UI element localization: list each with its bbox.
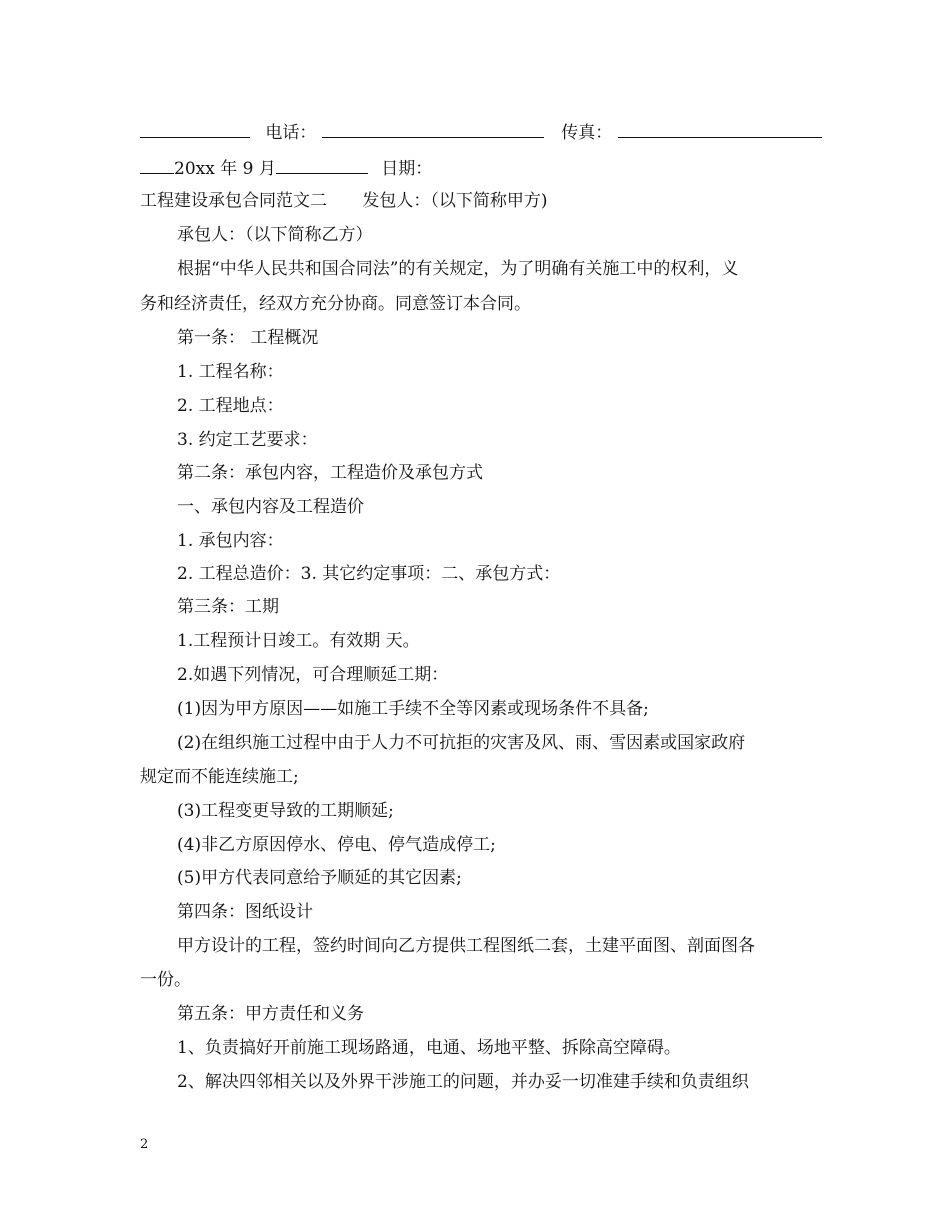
phone-label: 电话： — [265, 123, 317, 143]
list-item: 2、解决四邻相关以及外界干涉施工的问题，并办妥一切准建手续和负责组织 — [177, 1072, 749, 1092]
section-heading: 第五条：甲方责任和义务 — [177, 1004, 364, 1024]
document-title: 工程建设承包合同范文二 — [140, 191, 327, 211]
date-label: 日期： — [381, 159, 433, 179]
section-heading: 第一条： 工程概况 — [177, 328, 319, 348]
list-item-continuation: 规定而不能连续施工; — [140, 767, 299, 787]
fax-label: 传真： — [561, 123, 613, 143]
date-blank — [276, 157, 368, 174]
list-item: 2.如遇下列情况，可合理顺延工期： — [177, 665, 449, 685]
paragraph: 一、承包内容及工程造价 — [177, 497, 364, 517]
paragraph: 承包人：（以下简称乙方） — [177, 225, 373, 245]
page-number: 2 — [140, 1137, 149, 1152]
paragraph: 务和经济责任，经双方充分协商。同意签订本合同。 — [140, 294, 531, 314]
list-item: 3. 约定工艺要求： — [177, 430, 318, 450]
blank-underline — [140, 157, 174, 174]
list-item: 2. 工程总造价：3. 其它约定事项：二、承包方式： — [177, 564, 561, 584]
list-item: (1)因为甲方原因——如施工手续不全等冈素或现场条件不具备; — [177, 699, 649, 719]
header-date-line — [140, 157, 432, 179]
phone-blank — [322, 121, 544, 138]
blank-underline — [140, 121, 250, 138]
list-item: (3)工程变更导致的工期顺延; — [177, 801, 394, 821]
title-line — [140, 191, 548, 211]
list-item: 1.工程预计日竣工。有效期 天。 — [177, 631, 420, 651]
date-year-text: 20xx 年 9 月 — [174, 159, 276, 179]
section-heading: 第二条：承包内容，工程造价及承包方式 — [177, 463, 483, 483]
fax-blank — [618, 121, 822, 138]
paragraph-continuation: 一份。 — [140, 970, 191, 990]
list-item: 1. 工程名称： — [177, 362, 284, 382]
list-item: 1. 承包内容： — [177, 531, 284, 551]
section-heading: 第三条：工期 — [177, 597, 279, 617]
list-item: (2)在组织施工过程中由于人力不可抗拒的灾害及风、雨、雪因素或国家政府 — [177, 733, 746, 753]
paragraph: 甲方设计的工程，签约时间向乙方提供工程图纸二套，土建平面图、剖面图各 — [177, 936, 755, 956]
list-item: 1、负责搞好开前施工现场路通，电通、场地平整、拆除高空障碍。 — [177, 1038, 681, 1058]
list-item: (4)非乙方原因停水、停电、停气造成停工; — [177, 835, 496, 855]
header-contact-line — [140, 121, 822, 143]
party-a-label: 发包人：（以下简称甲方) — [362, 191, 548, 211]
paragraph: 根据“中华人民共和国合同法”的有关规定，为了明确有关施工中的权利，义 — [177, 259, 739, 279]
section-heading: 第四条：图纸设计 — [177, 902, 313, 922]
list-item: (5)甲方代表同意给予顺延的其它因素; — [177, 868, 462, 888]
list-item: 2. 工程地点： — [177, 396, 284, 416]
